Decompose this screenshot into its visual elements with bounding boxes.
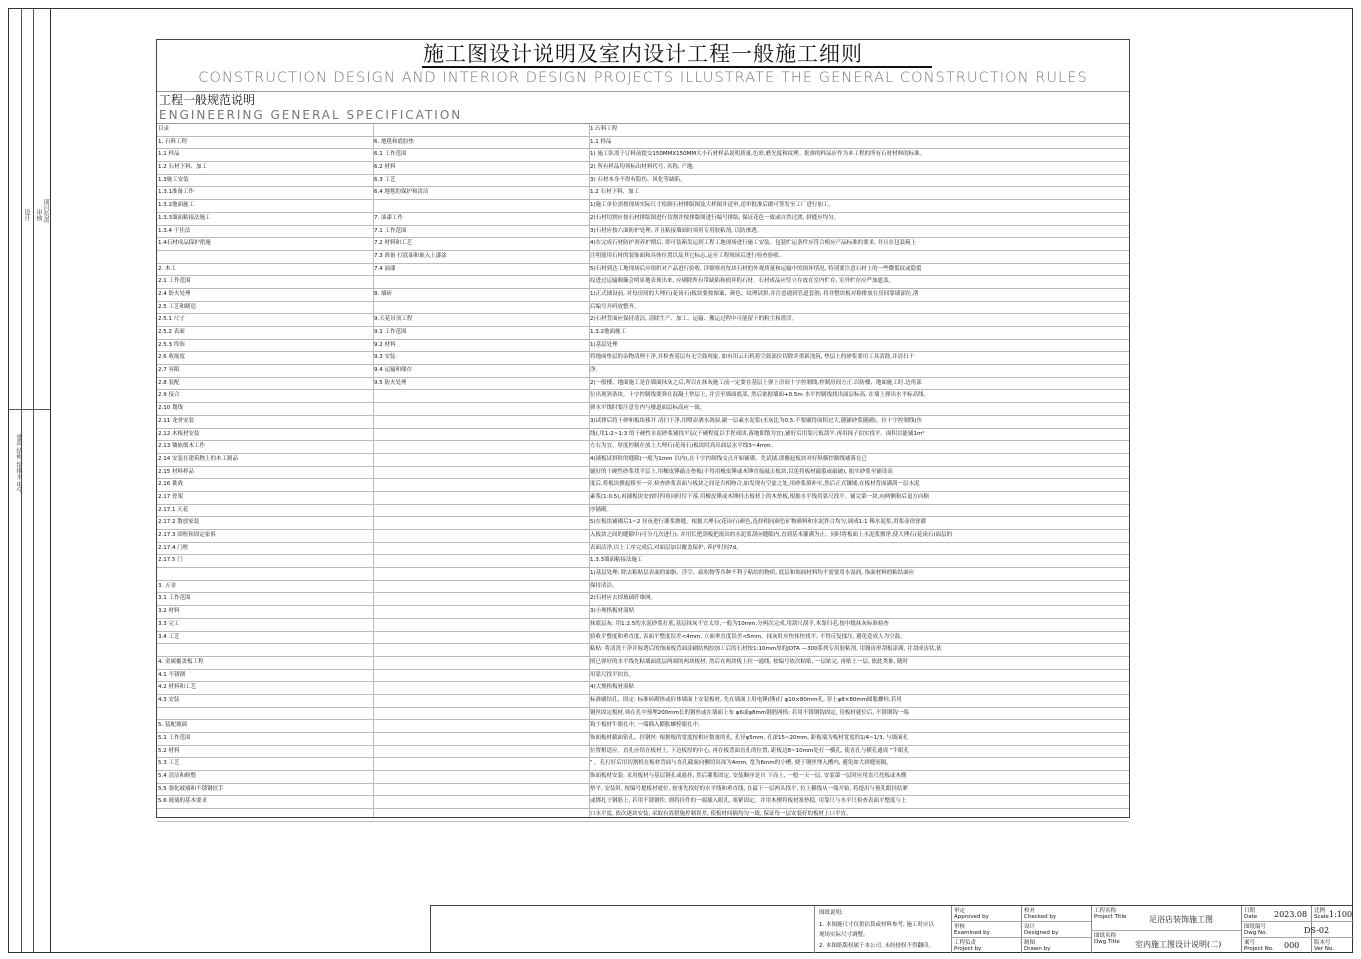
table-cell: 1.3施工安装 xyxy=(158,176,189,183)
table-cell: 抹底层灰: 用1:2.5的水泥砂浆打底,基层抹灰不宜太厚,一般为10mm,分两次完成,用刮尺刮平,木靠扫毛,按中级抹灰标准检查 xyxy=(590,620,889,627)
table-row xyxy=(157,530,1129,543)
table-cell: 1.3.2地面施工 xyxy=(590,329,626,335)
table-cell xyxy=(373,657,590,669)
note-line: 现场实际尺寸调整。 xyxy=(819,932,869,938)
table-cell: 2.11 龙骨安装 xyxy=(158,417,194,424)
table-cell xyxy=(373,543,590,555)
approved-label: 审定 xyxy=(954,908,966,914)
strip-divider xyxy=(9,409,51,410)
table-row xyxy=(157,593,1129,606)
version-label-en: Ver No. xyxy=(1314,946,1334,952)
table-cell: 6.1 工作范围 xyxy=(374,151,407,158)
table-row xyxy=(157,670,1129,683)
table-cell: 5.6 玻璃的基本要求 xyxy=(158,798,207,805)
table-cell xyxy=(373,695,590,707)
table-cell: 3.1 工作范围 xyxy=(158,595,191,602)
version-label: 版本号 xyxy=(1314,940,1331,946)
table-cell: 6.4 地毯的保护和清洁 xyxy=(374,189,429,196)
table-row xyxy=(157,327,1129,340)
table-row xyxy=(157,606,1129,619)
project-title-label-en: Project Title xyxy=(1094,914,1127,920)
table-cell xyxy=(373,441,590,453)
table-row xyxy=(157,200,1129,213)
table-cell: 2.5.1 尺寸 xyxy=(158,316,185,323)
table-cell: 目录 xyxy=(158,126,170,132)
table-cell: 1)基层处理 xyxy=(590,341,618,348)
page-title: 施工图设计说明及室内设计工程一般施工细则 xyxy=(423,42,863,66)
project-title-label: 工程名称 xyxy=(1094,908,1117,914)
table-row xyxy=(157,733,1129,746)
table-cell: 位置相适应。直孔应钻在板材上, 下边板厚的中心, 再在板背面直孔的位置, 距板边8~10mm处打一横孔, 使直孔与横孔通成 "牛眼孔 xyxy=(590,747,910,754)
table-cell: " 。孔打好后用切割机在板材背面与直孔截面向侧切出深为4mm, 宽为6mm的小槽, 便于钢丝埋入槽内, 避免如大拼缝间隔。 xyxy=(590,760,892,767)
table-row xyxy=(157,378,1129,391)
table-cell: 6.2 材料 xyxy=(374,164,396,171)
table-cell: 或绑扎于钢筋上, 若用不锈钢件, 则将挂件的一端插入眼孔, 塞紧固定。并用木楔将板材塞垫稳, 用靠尺与水平尺检查表面平整度与上 xyxy=(590,798,907,805)
tb-divider xyxy=(1241,906,1242,953)
table-cell xyxy=(373,530,590,542)
table-cell: 净。 xyxy=(590,367,602,374)
table-cell: 2.4 防火处理 xyxy=(158,290,191,297)
tb-row-line xyxy=(1241,937,1354,938)
dwg-no-value: DS-02 xyxy=(1304,926,1330,935)
table-cell: 3) 石材本身不得有隐伤、风化等缺陷。 xyxy=(590,176,686,183)
table-cell: 5.2 材料 xyxy=(158,747,180,754)
table-cell: 2) 所有样品均须标出材料代号, 名称, 产地。 xyxy=(590,164,698,171)
table-cell: 2.1 工作范围 xyxy=(158,278,191,285)
table-cell xyxy=(373,758,590,770)
checked-label-en: Checked by xyxy=(1024,914,1057,920)
table-cell: 4.1 不锈钢 xyxy=(158,671,185,678)
table-cell: 5)在板块铺砌后1~2 昼夜进行灌浆擦缝。根据大理石(花岗石)颜色,选择相同颜色矿物颜料和水泥拌合均匀,调成1:1 稀水泥浆,用浆壶徐徐灌 xyxy=(590,519,927,526)
table-cell xyxy=(373,771,590,783)
table-cell: 3)小规格板材湿贴 xyxy=(590,608,635,615)
notes-title: 图纸说明: xyxy=(819,910,843,916)
table-cell xyxy=(157,644,374,656)
table-row xyxy=(157,619,1129,632)
table-cell xyxy=(373,644,590,656)
note-line: 1. 本图施尺寸仅供估算或材料参考, 施工时应以 xyxy=(819,922,934,928)
table-cell: 1.2 石材下料、加工 xyxy=(590,189,639,196)
table-cell: 8. 墙砖 xyxy=(374,290,392,297)
project-name: 足浴店装饰施工图 xyxy=(1149,915,1213,924)
table-cell: 1. 石料工程 xyxy=(158,138,187,145)
table-row xyxy=(157,302,1129,315)
table-cell: 9.5 防火处理 xyxy=(374,379,407,386)
table-cell: 1.1 样品 xyxy=(158,151,180,158)
project-no-label: 案号 xyxy=(1244,940,1256,946)
table-cell xyxy=(373,581,590,593)
designed-label-en: Designed by xyxy=(1024,930,1059,936)
strip-label-disciplines: 建筑 结构 给排水 电气 xyxy=(15,434,22,494)
table-cell: 9.3 安装 xyxy=(374,354,396,361)
drawing-name: 室内施工图设计说明(二) xyxy=(1135,940,1222,949)
checked-label: 校对 xyxy=(1024,908,1036,914)
table-cell: 1.3.2地面施工 xyxy=(158,202,194,209)
dwg-no-label-en: Dwg No. xyxy=(1244,930,1268,936)
tb-divider xyxy=(814,906,815,953)
table-cell: 粘贴: 将清洗干净并晾透后的饰面板背面涂刷结构胶加工后的石材按1:10mm厚的JOTA —300系列专用胶粘剂, 用镘齿形刮板涂满, 并刮成齿状,依 xyxy=(590,646,942,653)
page-title-english: CONSTRUCTION DESIGN AND INTERIOR DESIGN PROJECTS ILLUSTRATE THE GENERAL CONSTRUCTION RULES xyxy=(198,70,1088,86)
table-cell: 2.12 木板材安装 xyxy=(158,430,200,437)
table-row xyxy=(157,390,1129,403)
table-cell: 1.石料工程 xyxy=(590,126,618,132)
table-cell xyxy=(157,251,374,263)
table-row xyxy=(157,251,1129,264)
table-cell xyxy=(373,492,590,504)
table-cell xyxy=(373,505,590,517)
table-cell xyxy=(373,302,590,314)
table-cell: 3.3 完工 xyxy=(158,620,180,627)
table-cell xyxy=(373,796,590,808)
project-no-label-en: Project No. xyxy=(1244,946,1274,952)
table-cell: 2.17.4 门框 xyxy=(158,544,189,551)
table-cell: 6.3 工艺 xyxy=(374,176,396,183)
table-cell: 7.1 工作范围 xyxy=(374,227,407,234)
table-cell xyxy=(373,517,590,529)
tb-divider xyxy=(1021,906,1022,953)
table-row xyxy=(157,226,1129,239)
table-cell: 4)铺板试拼时的缝隙(一般为1mm 以内),在十字控制线交点开始铺砌。先试铺,即搬起板块对好纵横控制线铺落在已 xyxy=(590,455,867,462)
table-cell xyxy=(373,784,590,796)
table-cell: 入板块之间的缝隙中(可分几次进行), 并用长把刮板把流出的水泥浆刮向缝隙内,直到基本灌满为止。同时将板面上水泥浆擦净,使大理石(花岗石)面层的 xyxy=(590,532,953,538)
table-cell: 7.2 材料和工艺 xyxy=(374,240,412,247)
scale-label: 比例 xyxy=(1314,908,1326,914)
table-row xyxy=(157,695,1129,708)
table-cell: 标准刷钻孔、固定: 标准砖砌体或砼体墙面上安装板材, 先在墙面上用电锤(锤)打 φ10×80mm孔, 穿上φ8×80mm圆胀螺栓,若用 xyxy=(590,696,902,703)
table-row xyxy=(157,238,1129,251)
table-cell: 9.2 材料 xyxy=(374,341,396,348)
strip-label-project-lead: 项目负责 xyxy=(42,199,49,223)
table-row xyxy=(157,479,1129,492)
table-cell xyxy=(373,416,590,428)
table-cell: 3)石材应按六面防护处理, 并且粘接墙面时须用专用胶粘剂, 以防渗透。 xyxy=(590,227,763,234)
table-cell xyxy=(373,606,590,618)
table-cell: 口水平度, 依次逐块安装, 采取有效措施控制误差, 使板材间隔均匀一致, 保证每一层安装好的板材上口平直。 xyxy=(590,811,852,818)
table-cell: 9.1 工作范围 xyxy=(374,329,407,335)
project-lead-label: 工程负责 xyxy=(954,940,977,946)
table-row xyxy=(157,784,1129,797)
dwg-no-label: 图纸编号 xyxy=(1244,924,1267,930)
table-cell: 2.5.3 终饰 xyxy=(158,341,185,348)
table-cell xyxy=(373,390,590,402)
table-row xyxy=(157,708,1129,721)
tb-row-line xyxy=(951,921,1091,922)
table-cell: 1.3.3墙面粘接法施工 xyxy=(590,557,643,564)
note-line: 2. 本图纸版权属于本公司, 未经授权不得翻印。 xyxy=(819,943,934,949)
table-cell xyxy=(373,593,590,605)
tb-row-line xyxy=(1091,930,1241,931)
table-row xyxy=(157,162,1129,175)
table-cell: 2.17.5 门 xyxy=(158,557,183,564)
table-cell: 注明使用石材的装饰面和具体位置以及其它标志,运至工程现场后进行检查验收。 xyxy=(590,252,785,259)
table-cell: 5.5 强化玻璃和不锈钢扶手 xyxy=(158,785,224,792)
table-row xyxy=(157,289,1129,302)
date-value: 2023.08 xyxy=(1274,910,1308,919)
table-cell xyxy=(373,555,590,567)
table-cell: 1.2 石材下料、加工 xyxy=(158,164,207,171)
table-cell: 5.3 工艺 xyxy=(158,760,180,767)
project-lead-label-en: Project by xyxy=(954,946,982,952)
table-cell: 7.3 准备 打底油和嵌入上漆涂 xyxy=(374,252,447,259)
table-row xyxy=(157,187,1129,200)
table-cell: 2.8 装配 xyxy=(158,379,180,386)
table-cell: 2.5 工艺和制造 xyxy=(158,303,196,310)
table-row xyxy=(157,416,1129,429)
table-cell: 2.16 挑战 xyxy=(158,481,183,488)
table-cell: 5.4 清洁和修整 xyxy=(158,773,196,780)
table-cell: 2)一般楼、地面施工是在墙面抹灰之后,所以在抹灰施工前一定要在基层上弹上房间十字控制线,控制房间方正.以防楼、地面施工时.边角部 xyxy=(590,379,922,386)
table-cell: 序铺砌。 xyxy=(590,506,613,513)
table-cell: 照已弹好的水平线先粘墙面底层两端的两块板材, 然后在两块板上拉一通线, 按编号依次粘贴, 一层贴完, 再贴上一层, 依此类推, 随时 xyxy=(590,658,908,665)
examined-label: 审核 xyxy=(954,924,966,930)
strip-label-design: 设计 xyxy=(23,209,30,221)
table-row xyxy=(157,543,1129,556)
table-cell xyxy=(373,682,590,694)
table-cell xyxy=(373,124,590,136)
table-cell: 2.10 划线 xyxy=(158,405,183,412)
tb-row-line xyxy=(951,937,1091,938)
table-cell: 将地面垫层的杂物清理干净,并检查基层有无空鼓现象, 如有用云石机将空鼓部位切除并重新浇筑, 垫层上的砂浆要用工具清除,并清扫干 xyxy=(590,354,914,361)
tb-divider xyxy=(951,906,952,953)
table-cell: 保持清洁。 xyxy=(590,582,618,589)
table-cell: 线),用1:2~1:3 的干硬性水泥砂浆铺找平层(干硬程度以手捏成团,落地即散为宜),铺好后用靠尺板刮平,再用抹子拍实找平。面积以能铺1m² xyxy=(590,430,925,437)
strip-column xyxy=(33,9,34,952)
table-cell xyxy=(373,403,590,415)
table-row xyxy=(157,454,1129,467)
table-cell: 2.14 安装在建筑物上的木工制品 xyxy=(158,455,238,462)
table-cell: 5)石材到达工地现场后应组织对产品进行验收, 详细察看每块石材的外观质量和运输中的损坏情况, 特别要注意石材上的一些微裂纹或隐裂 xyxy=(590,265,922,272)
table-cell: 2.17 骨架 xyxy=(158,493,183,500)
table-cell: 素浆(1:0.5),再铺板块安放时四角同时往下落,用橡皮锤或木锤轻击板材上的木垫板,根据水平线用靠尺找平。铺完第一块,向两侧和后退方向顺 xyxy=(590,493,929,500)
table-cell: 3. 五金 xyxy=(158,582,176,589)
table-cell xyxy=(373,276,590,288)
table-cell: 1)基层处理: 除去粘贴层表面的油脂、浮尘、疏松物等各种不利于粘结的物质, 底层和饰面材料均不需要用水湿润, 饰面材料的粘结面应 xyxy=(590,570,915,577)
table-cell: 饰面板材安装: 采用板材与基层钢孔或悬挂, 然后灌浆固定, 安装顺序是自 下而上, 一般一天一层, 安装第一层时应用直尺托板或木楔 xyxy=(590,773,907,780)
table-cell: 2)石材切割应按石材排版图进行切割并按排版图进行编号排版, 保证花色一致或自然过渡, 拼缝应均匀。 xyxy=(590,214,840,221)
table-cell: 2.17.2 散放家装 xyxy=(158,519,200,526)
table-row xyxy=(157,644,1129,657)
left-signature-strip xyxy=(8,8,50,953)
scale-label-en: Scale xyxy=(1314,914,1329,920)
drawn-label: 制图 xyxy=(1024,940,1036,946)
table-row xyxy=(157,632,1129,645)
table-row xyxy=(157,213,1129,226)
table-row xyxy=(157,429,1129,442)
table-row xyxy=(157,758,1129,771)
section-title-english: ENGINEERING GENERAL SPECIFICATION xyxy=(159,108,463,122)
table-cell: 3.2 材料 xyxy=(158,608,180,615)
date-label-en: Date xyxy=(1244,914,1258,920)
examined-label-en: Examined by xyxy=(954,930,990,936)
table-row xyxy=(157,771,1129,784)
table-row xyxy=(157,555,1129,568)
table-cell: 钩于板材牛眼孔中, 一端插入膨胀螺栓眼孔中。 xyxy=(590,722,704,729)
table-cell: 2)石材应去掉玻璃纤维网。 xyxy=(590,595,657,602)
table-row xyxy=(157,809,1129,822)
table-row xyxy=(157,124,1129,137)
table-row xyxy=(157,657,1129,670)
title-block xyxy=(430,905,1353,953)
table-cell xyxy=(373,720,590,732)
table-row xyxy=(157,441,1129,454)
approved-label-en: Approved by xyxy=(954,914,989,920)
table-cell: 9.4 运输和储存 xyxy=(374,367,412,374)
table-cell: 7. 油漆工作 xyxy=(374,214,403,221)
dwg-title-label: 图纸名称 xyxy=(1094,933,1117,939)
table-row xyxy=(157,568,1129,581)
strip-label-review: 审核 xyxy=(35,209,42,221)
table-cell xyxy=(373,479,590,491)
table-cell: 5. 装配玻璃 xyxy=(158,722,187,729)
table-cell: 2.5.2 表面 xyxy=(158,329,185,335)
table-cell: 2)石材背面应保持清洁, 清除生产、加工、运输、搬运过程中可能留下的粉尘和渣滓。 xyxy=(590,316,798,323)
table-cell xyxy=(373,454,590,466)
table-cell: 后编号并码放整齐。 xyxy=(590,303,640,310)
table-cell: 1.1 样品 xyxy=(590,138,612,145)
table-cell xyxy=(373,632,590,644)
header-divider xyxy=(157,91,1129,92)
table-row xyxy=(157,505,1129,518)
table-row xyxy=(157,720,1129,733)
table-row xyxy=(157,264,1129,277)
table-cell: 2.6 收缩度 xyxy=(158,354,185,361)
table-cell: 2.17.3 固框和固定家俱 xyxy=(158,532,216,538)
section-title: 工程一般规范说明 xyxy=(159,93,256,107)
tb-row-line xyxy=(1241,921,1354,922)
table-cell xyxy=(373,670,590,682)
table-cell: 2.13 镶嵌细木工作 xyxy=(158,443,205,450)
table-cell: 4. 金属覆盖板工程 xyxy=(158,658,204,665)
table-cell: 铺好的干硬性砂浆找平层上,用橡皮锤敲击垫板(不得用橡皮锤或木锤直接敲击板块,以免将板材敲裂或敲破), 振实砂浆至铺设高 xyxy=(590,468,893,475)
table-row xyxy=(157,467,1129,480)
table-row xyxy=(157,352,1129,365)
table-row xyxy=(157,517,1129,530)
table-cell: 钢丝固定板材,须在孔中预埋200mm长的钢丝或在墙面上布 φ6或φ8mm钢筋网格; 若用不锈钢钩固定, 待板材就位后, 不锈钢钩一端 xyxy=(590,709,909,716)
table-cell: 4)在完成石材防护剂养护期后, 即可装箱发运到工程工地现场进行施工安装。包装贮运条件应符合相应产品标准的要求, 并且在包装箱上 xyxy=(590,240,917,247)
table-cell: 度后,将板块掀起移至一旁,检查砂浆表面与板块之间是否相吻合,如发现有空虚之处,用砂浆填补实,然后正式镶铺,在板材背面满刮一层水泥 xyxy=(590,481,920,488)
table-cell xyxy=(373,708,590,720)
table-row xyxy=(157,149,1129,162)
table-cell: 1)正式铺设前, 对每房间的大理石(花岗石)板块要按图案、颜色、纹理试拼,并注意遇到管道套割; 将非整块板对称排放在房间靠墙部位,凿 xyxy=(590,290,919,297)
table-cell: 验收平整度和垂直度, 表面平整度误差<4mm, 立面垂直度误差<5mm。抹灰时应快抹快找平, 不得反复揉压, 避免造成人为空鼓。 xyxy=(590,633,906,640)
table-cell: 表面洁净,以上工序完成后,对面层加以覆盖保护, 养护时间7d。 xyxy=(590,544,742,551)
table-cell: 弹水平线时要注意室内与楼道面层标高应一致。 xyxy=(590,405,706,412)
table-cell xyxy=(373,733,590,745)
table-row xyxy=(157,581,1129,594)
scale-value: 1:100 xyxy=(1329,910,1353,919)
table-cell: 1.3.4 干挂法 xyxy=(158,227,191,234)
table-cell: 1.3.3墙面粘接法施工 xyxy=(158,214,211,221)
table-cell: 4.3 安装 xyxy=(158,696,180,703)
table-cell xyxy=(157,568,374,580)
table-cell: 纹进过运输颠簸会明显地表现出来, 应剔除所有带缺陷和损坏的石材。石材成品应竖立存放在室内贮存, 室外贮存应严加遮盖。 xyxy=(590,278,894,285)
table-cell: 1.4石材成品保护措施 xyxy=(158,240,211,247)
spec-sheet xyxy=(156,39,1130,818)
table-row xyxy=(157,137,1129,150)
table-cell xyxy=(373,200,590,212)
table-cell xyxy=(373,809,590,821)
table-row xyxy=(157,746,1129,759)
table-cell xyxy=(373,467,590,479)
table-cell: 1.3.1准备工作 xyxy=(158,189,194,196)
table-cell: 2.17.1 天花 xyxy=(158,506,189,513)
table-cell xyxy=(373,568,590,580)
date-label: 日期 xyxy=(1244,908,1256,914)
table-row xyxy=(157,276,1129,289)
table-cell: 位出现斜条块。十字控制线要弹在混凝土垫层上, 并引至墙面底部, 然后依据墙面+0.5m 水平控制线找出面层标高, 在墙上弹出水平标高线, xyxy=(590,392,926,399)
drawn-label-en: Drawn by xyxy=(1024,946,1051,952)
dwg-title-label-en: Dwg Title xyxy=(1094,939,1120,945)
table-cell: 2. 木工 xyxy=(158,265,176,272)
project-no-value: 000 xyxy=(1284,941,1300,950)
table-cell: 3)试排后将干砂和板块移开 清扫干净,用喷壶洒水润湿,刷一层素水泥浆(水灰比为0.5,不要刷得面积过大,随铺砂浆随刷)。拉十字控制线(鱼 xyxy=(590,417,923,424)
table-cell: 7.4 油漆 xyxy=(374,265,396,272)
table-cell: 左右为宜。厚度控制在放上大理石(花岗石)板块时高出面层水平线3~4mm。 xyxy=(590,443,777,450)
table-cell xyxy=(157,708,374,720)
table-cell xyxy=(373,619,590,631)
table-cell: 2.9 接合 xyxy=(158,392,180,399)
table-row xyxy=(157,340,1129,353)
table-row xyxy=(157,314,1129,327)
table-cell xyxy=(157,809,374,821)
table-cell: 6. 地毯和底胶垫 xyxy=(374,138,414,145)
table-cell: 4.2 材料和工艺 xyxy=(158,684,196,691)
table-row xyxy=(157,175,1129,188)
table-cell: 3.4 工艺 xyxy=(158,633,180,640)
table-cell xyxy=(373,429,590,441)
table-cell: 1)施工单位需按现场实际尺寸绘制石材排版图及大样图并送审,送审批准后做可签发至工厂进行加工。 xyxy=(590,202,834,209)
table-cell: 1) 施工队需于订料前提交150MMX150MM大小石材样品说明质量,色彩,磨光度和纹理。批准的样品应作为本工程的所有石材材料的标准。 xyxy=(590,151,926,158)
table-cell: 饰面板材截面钻孔、挂钢丝: 根据板的宽度按相应数量的孔, 孔径φ5mm, 孔深15~20mm, 距板端为板材宽度的1/4~1/3, 与墙面孔 xyxy=(590,735,909,741)
table-row xyxy=(157,365,1129,378)
table-row xyxy=(157,492,1129,505)
table-row xyxy=(157,796,1129,809)
table-cell: 2.15 材料样品 xyxy=(158,468,194,475)
table-cell: 5.1 工作范围 xyxy=(158,735,191,741)
table-cell: 垫平, 安装时, 按编号提板材就位, 按事先找好的水平线和垂直线, 在最下一层两头找平, 拉上横线从一端开始, 将提出与预孔眼挂结紧 xyxy=(590,785,908,792)
table-row xyxy=(157,403,1129,416)
table-cell: 9.天花吊顶工程 xyxy=(374,316,413,323)
designed-label: 设计 xyxy=(1024,924,1036,930)
table-cell xyxy=(373,746,590,758)
table-cell: 4)大规格板材湿贴 xyxy=(590,684,635,691)
table-cell: 2.7 容限 xyxy=(158,367,180,374)
table-cell: 用靠尺找平拍直。 xyxy=(590,671,635,678)
spec-table xyxy=(157,124,1129,822)
table-row xyxy=(157,682,1129,695)
